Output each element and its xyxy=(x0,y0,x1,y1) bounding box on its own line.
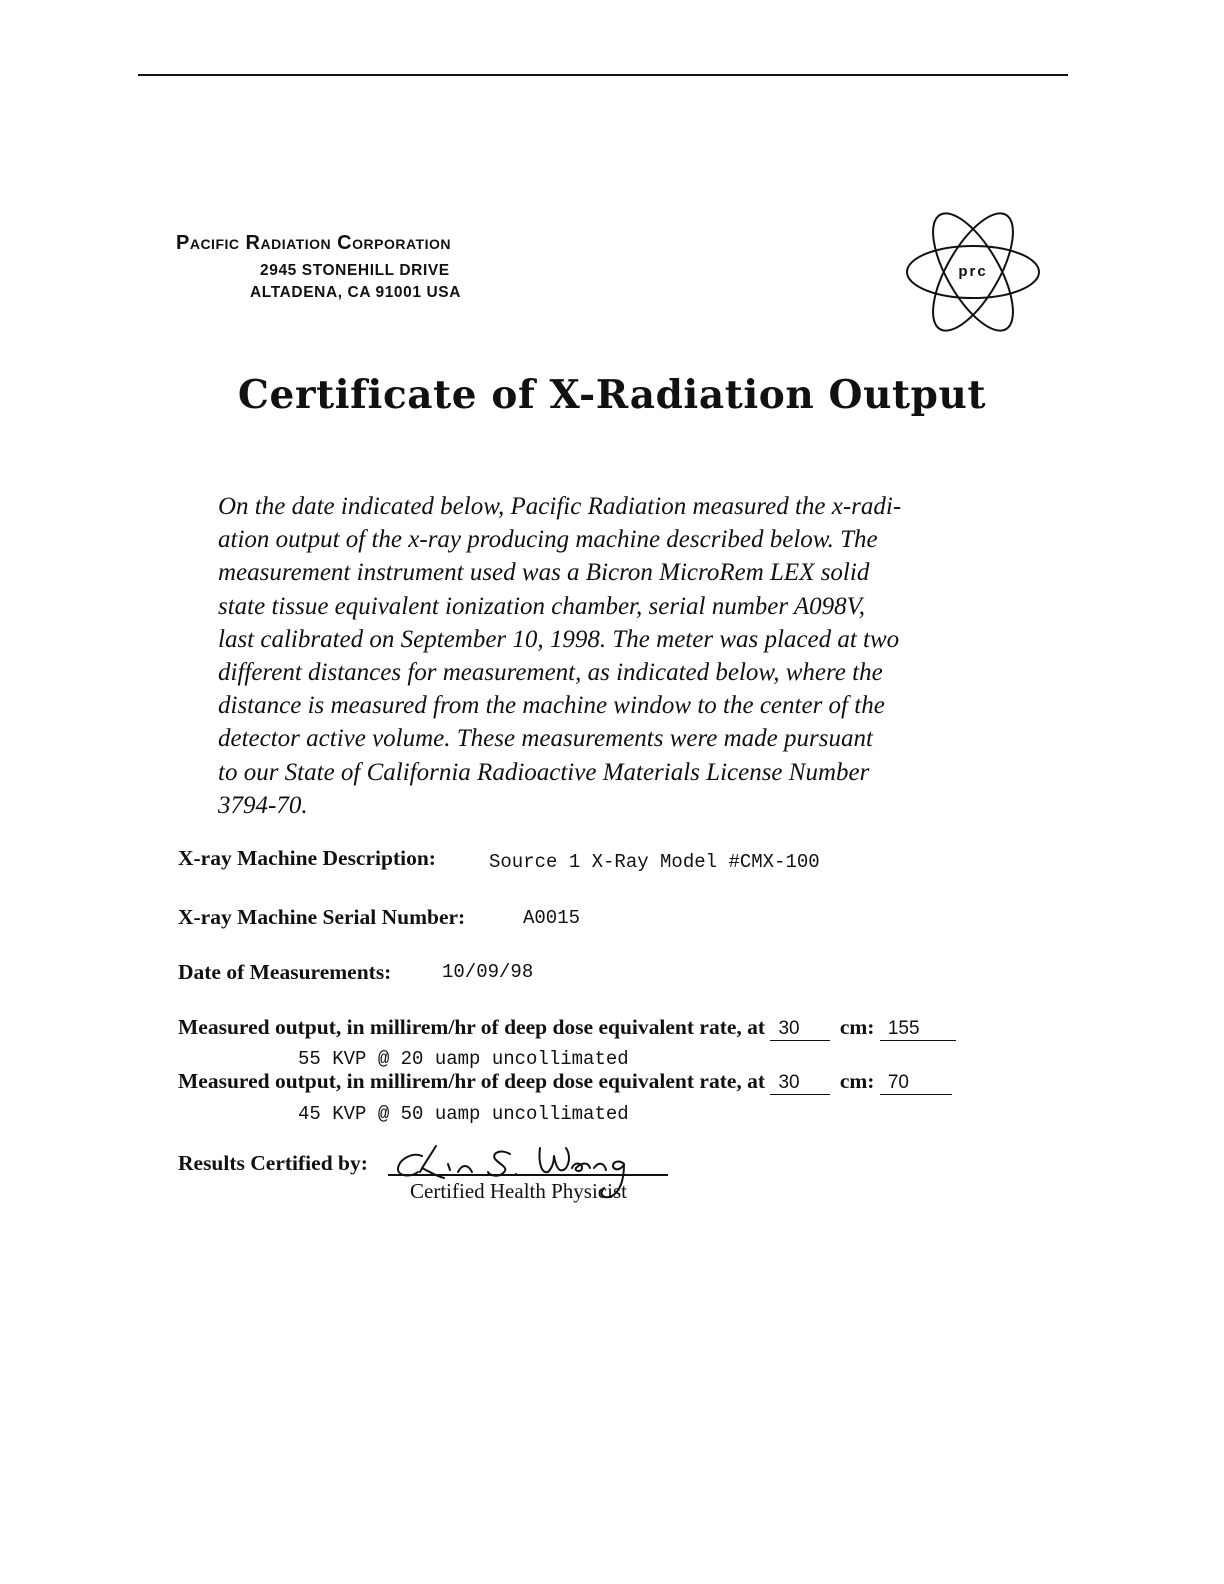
measurement-2-line xyxy=(178,1069,952,1095)
measurement-1-label: Measured output, in millirem/hr of deep dose equivalent rate, at xyxy=(178,1015,766,1039)
measurement-1-note: 55 KVP @ 20 uamp uncollimated xyxy=(298,1048,629,1070)
measurement-2-cm-label: cm: xyxy=(839,1069,875,1093)
measurement-2-distance: 30 xyxy=(770,1072,830,1095)
intro-line: detector active volume. These measurements were made pursuant xyxy=(218,725,873,753)
company-name: Pacific Radiation Corporation xyxy=(176,232,451,254)
measurement-1-line xyxy=(178,1015,956,1041)
intro-line: ation output of the x-ray producing machine described below. The xyxy=(218,526,878,554)
intro-paragraph xyxy=(218,490,978,822)
measurement-2-note: 45 KVP @ 50 uamp uncollimated xyxy=(298,1103,629,1125)
machine-serial-label: X-ray Machine Serial Number: xyxy=(178,905,466,929)
intro-line: last calibrated on September 10, 1998. The meter was placed at two xyxy=(218,625,900,653)
measurement-2-label: Measured output, in millirem/hr of deep dose equivalent rate, at xyxy=(178,1069,766,1093)
intro-line: On the date indicated below, Pacific Radiation measured the x-radi- xyxy=(218,493,902,520)
intro-line: distance is measured from the machine window to the center of the xyxy=(218,692,885,720)
intro-line: different distances for measurement, as indicated below, where the xyxy=(218,659,883,687)
machine-description-value: Source 1 X-Ray Model #CMX-100 xyxy=(489,851,820,873)
intro-line: state tissue equivalent ionization chamber, serial number A098V, xyxy=(218,592,865,620)
company-address-street: 2945 STONEHILL DRIVE xyxy=(260,262,450,279)
prc-atom-logo xyxy=(905,208,1041,336)
measurement-1-distance: 30 xyxy=(770,1018,830,1041)
measurement-1-cm-label: cm: xyxy=(839,1015,875,1039)
measurement-2-output: 70 xyxy=(880,1072,952,1095)
certificate-title: Certificate of X-Radiation Output xyxy=(237,372,987,418)
top-rule xyxy=(138,74,1068,76)
machine-serial-value: A0015 xyxy=(523,907,581,929)
intro-line: to our State of California Radioactive Materials License Number xyxy=(218,758,870,786)
measurement-1-output: 155 xyxy=(880,1018,956,1041)
company-address-city: ALTADENA, CA 91001 USA xyxy=(250,284,462,301)
measurement-date-label: Date of Measurements: xyxy=(178,960,392,984)
intro-line: 3794-70. xyxy=(218,791,308,819)
measurement-date-value: 10/09/98 xyxy=(442,961,534,983)
machine-description-label: X-ray Machine Description: xyxy=(178,846,436,870)
results-certified-label: Results Certified by: xyxy=(178,1151,368,1175)
signer-title: Certified Health Physicist xyxy=(410,1179,627,1203)
logo-text: prc xyxy=(958,263,988,280)
intro-line: measurement instrument used was a Bicron MicroRem LEX solid xyxy=(218,559,870,587)
